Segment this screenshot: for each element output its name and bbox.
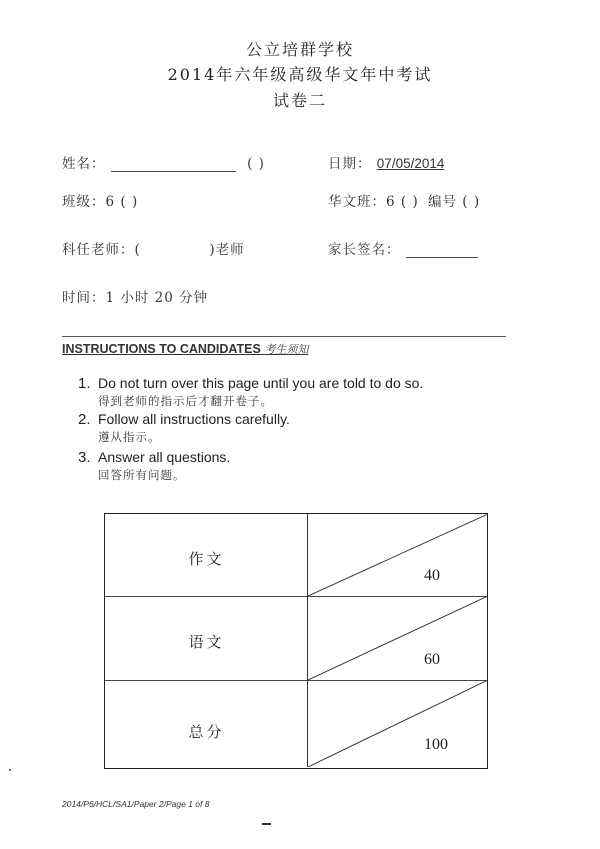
parent-sign-label: 家长签名： bbox=[328, 242, 401, 258]
paper-title: 试卷二 bbox=[272, 91, 327, 110]
score-entry-cell bbox=[308, 514, 487, 596]
score-label-cell bbox=[105, 680, 308, 767]
score-max: 40 bbox=[424, 567, 440, 584]
item-text-cn: 回答所有问题。 bbox=[98, 468, 186, 482]
score-label: 总分 bbox=[188, 723, 225, 741]
score-label: 作文 bbox=[188, 550, 225, 568]
scan-speck bbox=[9, 769, 11, 771]
parent-sign-field bbox=[328, 238, 478, 258]
teacher-suffix: )老师 bbox=[209, 242, 245, 258]
time-field: 时间：1 小时 20 分钟 bbox=[62, 290, 209, 306]
instructions-title-en: INSTRUCTIONS TO CANDIDATES bbox=[62, 342, 261, 356]
parent-sign-blank bbox=[406, 243, 478, 258]
score-row-composition bbox=[105, 514, 487, 597]
teacher-field bbox=[62, 238, 245, 258]
item-text-cn: 遵从指示。 bbox=[98, 430, 161, 444]
chinese-class-field bbox=[328, 190, 480, 210]
exam-title: 2014年六年级高级华文年中考试 bbox=[167, 65, 433, 84]
instruction-item-3 bbox=[78, 449, 230, 483]
score-label-cell bbox=[105, 514, 308, 596]
score-label: 语文 bbox=[188, 633, 225, 651]
name-label: 姓名： bbox=[62, 156, 106, 172]
score-max: 60 bbox=[424, 651, 440, 668]
class-field: 班级：6 ( ) bbox=[62, 194, 139, 210]
index-label: 编号 ( ) bbox=[428, 194, 481, 210]
score-row-total bbox=[105, 680, 487, 767]
item-number: 3. bbox=[78, 449, 91, 466]
name-blank bbox=[111, 157, 236, 172]
item-text-en: Follow all instructions carefully. bbox=[98, 411, 290, 427]
instructions-title bbox=[62, 341, 308, 357]
score-entry-cell bbox=[308, 680, 487, 767]
instruction-item-1 bbox=[78, 375, 423, 409]
item-text-en: Answer all questions. bbox=[98, 449, 231, 465]
teacher-label: 科任老师：( bbox=[62, 242, 141, 258]
score-diagonal bbox=[308, 514, 488, 596]
date-value: 07/05/2014 bbox=[376, 156, 445, 171]
item-number: 2. bbox=[78, 411, 91, 428]
name-field bbox=[62, 152, 265, 172]
score-row-language bbox=[105, 596, 487, 681]
date-label: 日期： bbox=[328, 156, 372, 172]
page-footer: 2014/P6/HCL/SA1/Paper 2/Page 1 of 8 bbox=[62, 799, 210, 809]
instructions-title-cn: 考生须知 bbox=[264, 343, 309, 356]
name-paren: ( ) bbox=[247, 156, 265, 172]
chinese-class-label: 华文班：6 ( ) bbox=[328, 194, 419, 210]
score-max: 100 bbox=[424, 736, 448, 753]
score-label-cell bbox=[105, 596, 308, 680]
divider-line bbox=[62, 336, 506, 337]
school-name: 公立培群学校 bbox=[245, 40, 354, 59]
score-entry-cell bbox=[308, 596, 487, 680]
score-diagonal bbox=[308, 680, 488, 767]
score-table bbox=[104, 513, 488, 769]
score-diagonal bbox=[308, 596, 488, 680]
item-number: 1. bbox=[78, 375, 91, 392]
item-text-en: Do not turn over this page until you are told to do so. bbox=[98, 375, 424, 391]
item-text-cn: 得到老师的指示后才翻开卷子。 bbox=[98, 394, 273, 408]
scan-mark bbox=[262, 823, 271, 825]
date-field bbox=[328, 152, 444, 172]
instruction-item-2 bbox=[78, 411, 290, 445]
